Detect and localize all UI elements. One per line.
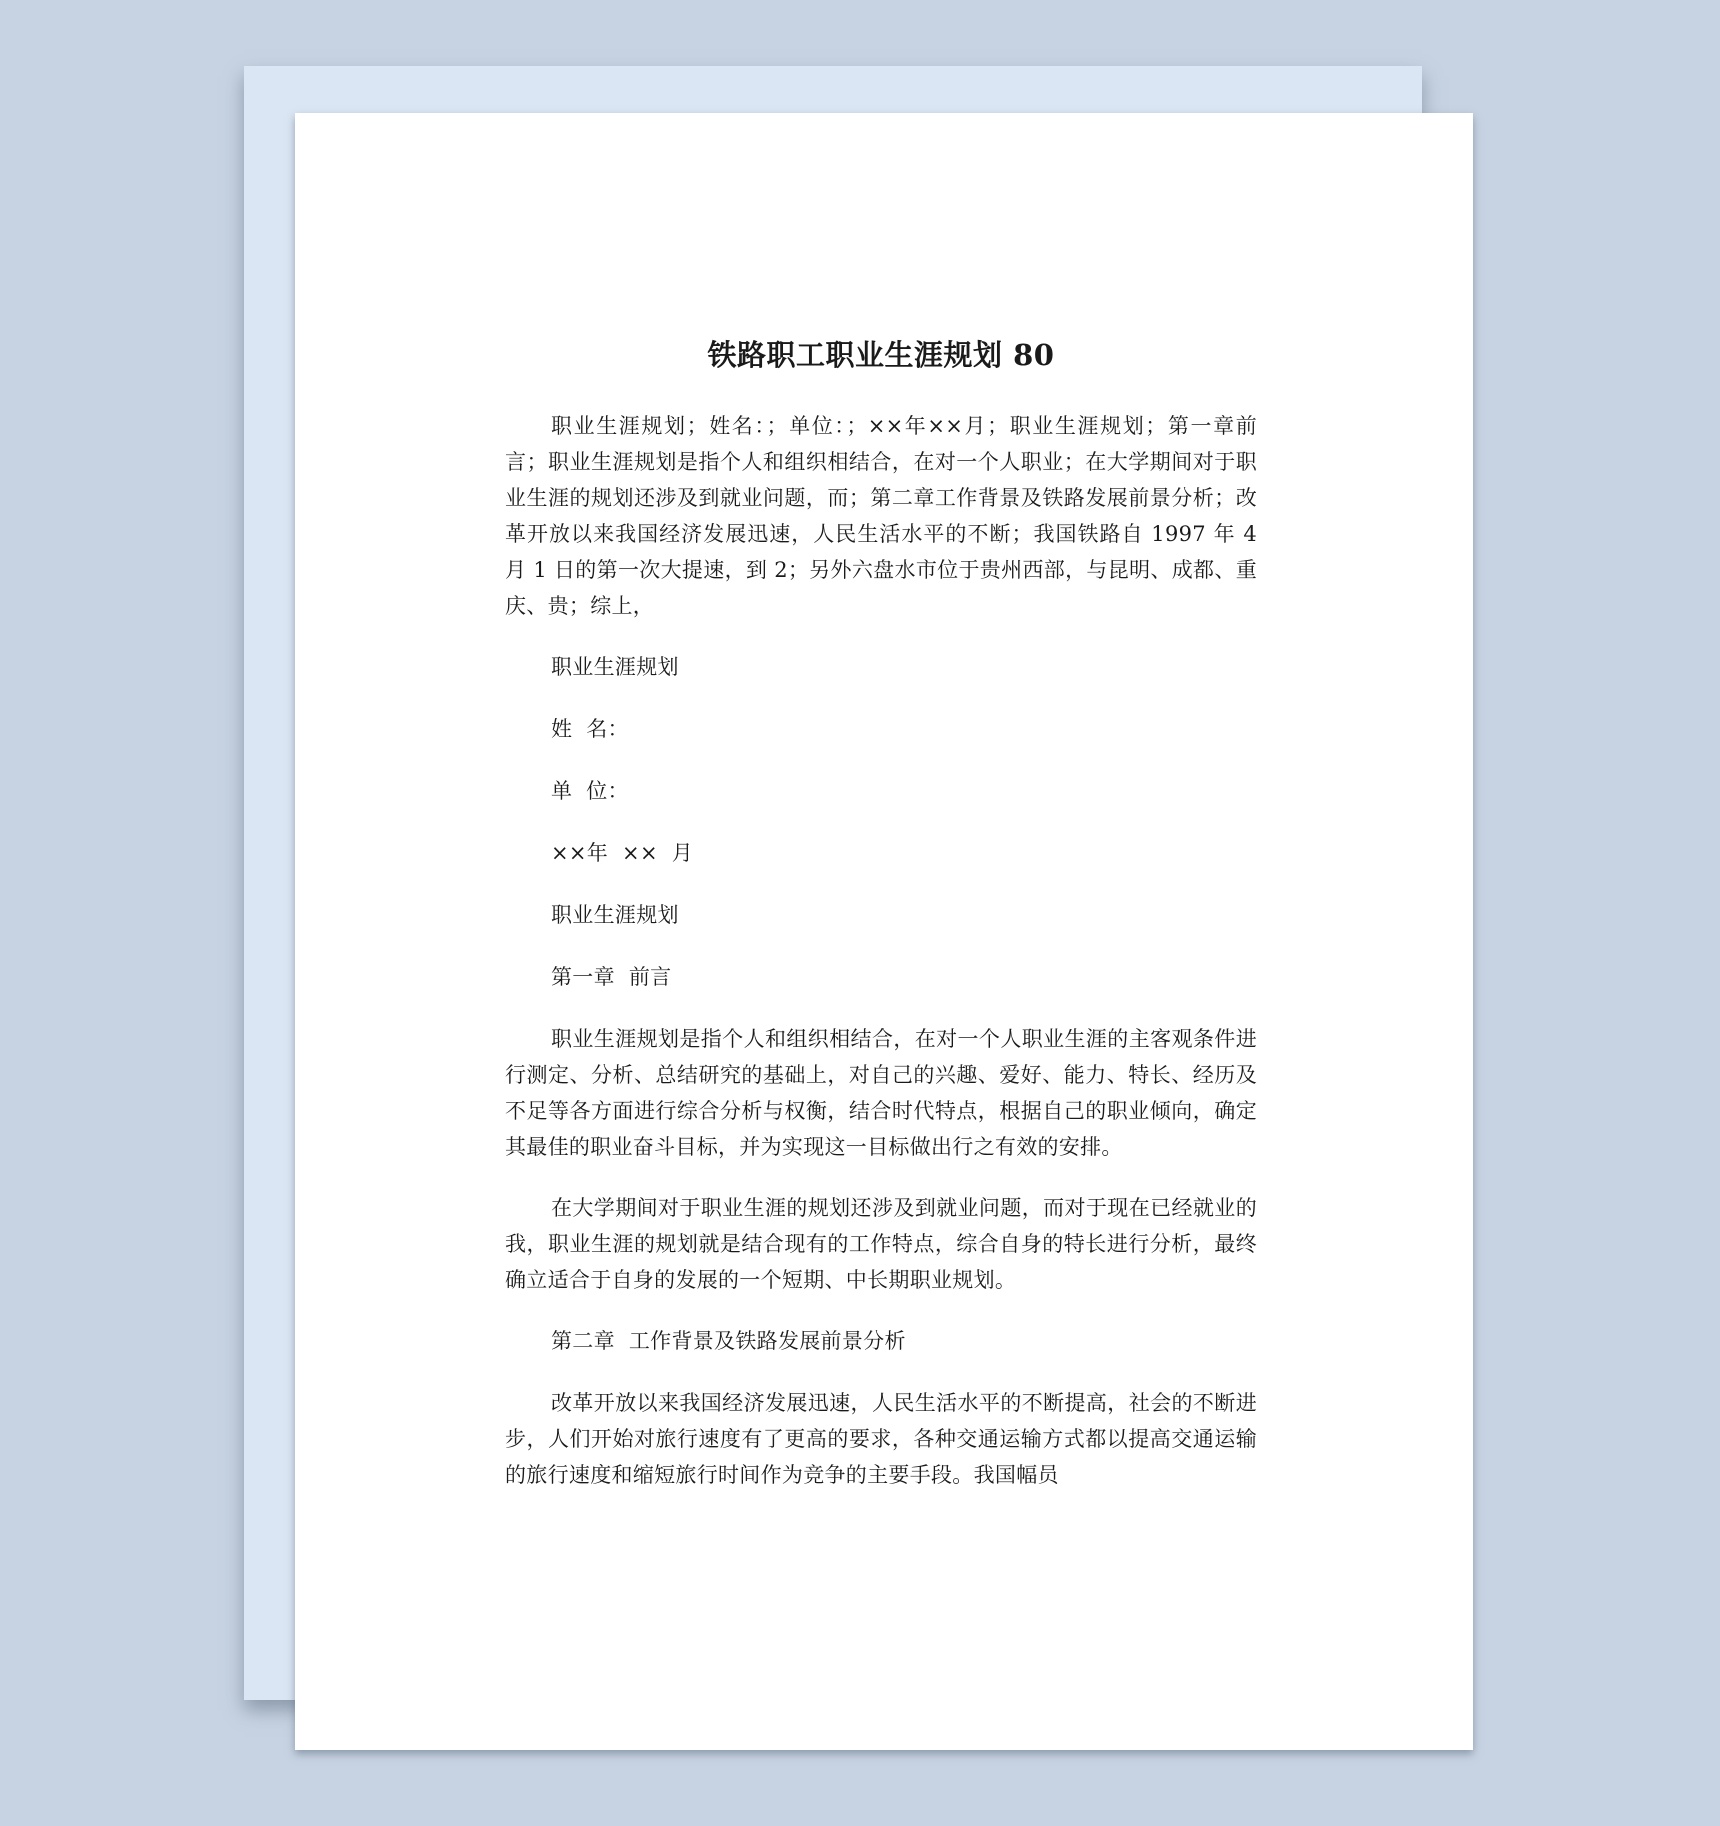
cover-line-plan-title: 职业生涯规划 (551, 655, 679, 679)
chapter1-paragraph: 职业生涯规划是指个人和组织相结合，在对一个人职业生涯的主客观条件进行测定、分析、总结研究的基础上，对自己的兴趣、爱好、能力、特长、经历及不足等各方面进行综合分析与权衡，结合时代特点，根据自己的职业倾向，确定其最佳的职业奋斗目标，并为实现这一目标做出行之有效的安排。 (505, 1027, 1257, 1159)
cover-line-plan-title-2: 职业生涯规划 (551, 903, 679, 927)
summary-paragraph: 职业生涯规划；姓名：；单位：；××年××月；职业生涯规划；第一章前言；职业生涯规划是指个人和组织相结合，在对一个人职业；在大学期间对于职业生涯的规划还涉及到就业问题，而；第二章工作背景及铁路发展前景分析；改革开放以来我国经济发展迅速，人民生活水平的不断；我国铁路自 1997 年 4 月 1 日的第一次大提速，到 2；另外六盘水市位于贵州西部，与昆明、成都、重庆、贵；综上， (505, 414, 1257, 618)
cover-line-date: ××年 ×× 月 (551, 841, 694, 865)
document-content (505, 335, 1257, 1518)
document-title: 铁路职工职业生涯规划 80 (707, 338, 1055, 372)
cover-line-unit: 单 位： (551, 779, 629, 803)
chapter1-paragraph: 在大学期间对于职业生涯的规划还涉及到就业问题，而对于现在已经就业的我，职业生涯的规划就是结合现有的工作特点，综合自身的特长进行分析，最终确立适合于自身的发展的一个短期、中长期职业规划。 (505, 1196, 1257, 1292)
cover-line-name: 姓 名： (551, 717, 629, 741)
chapter2-heading: 第二章 工作背景及铁路发展前景分析 (551, 1329, 906, 1353)
document-page (295, 113, 1473, 1750)
chapter1-heading: 第一章 前言 (551, 965, 672, 989)
chapter2-paragraph: 改革开放以来我国经济发展迅速，人民生活水平的不断提高，社会的不断进步，人们开始对旅行速度有了更高的要求，各种交通运输方式都以提高交通运输的旅行速度和缩短旅行时间作为竞争的主要手段。我国幅员 (505, 1391, 1257, 1487)
